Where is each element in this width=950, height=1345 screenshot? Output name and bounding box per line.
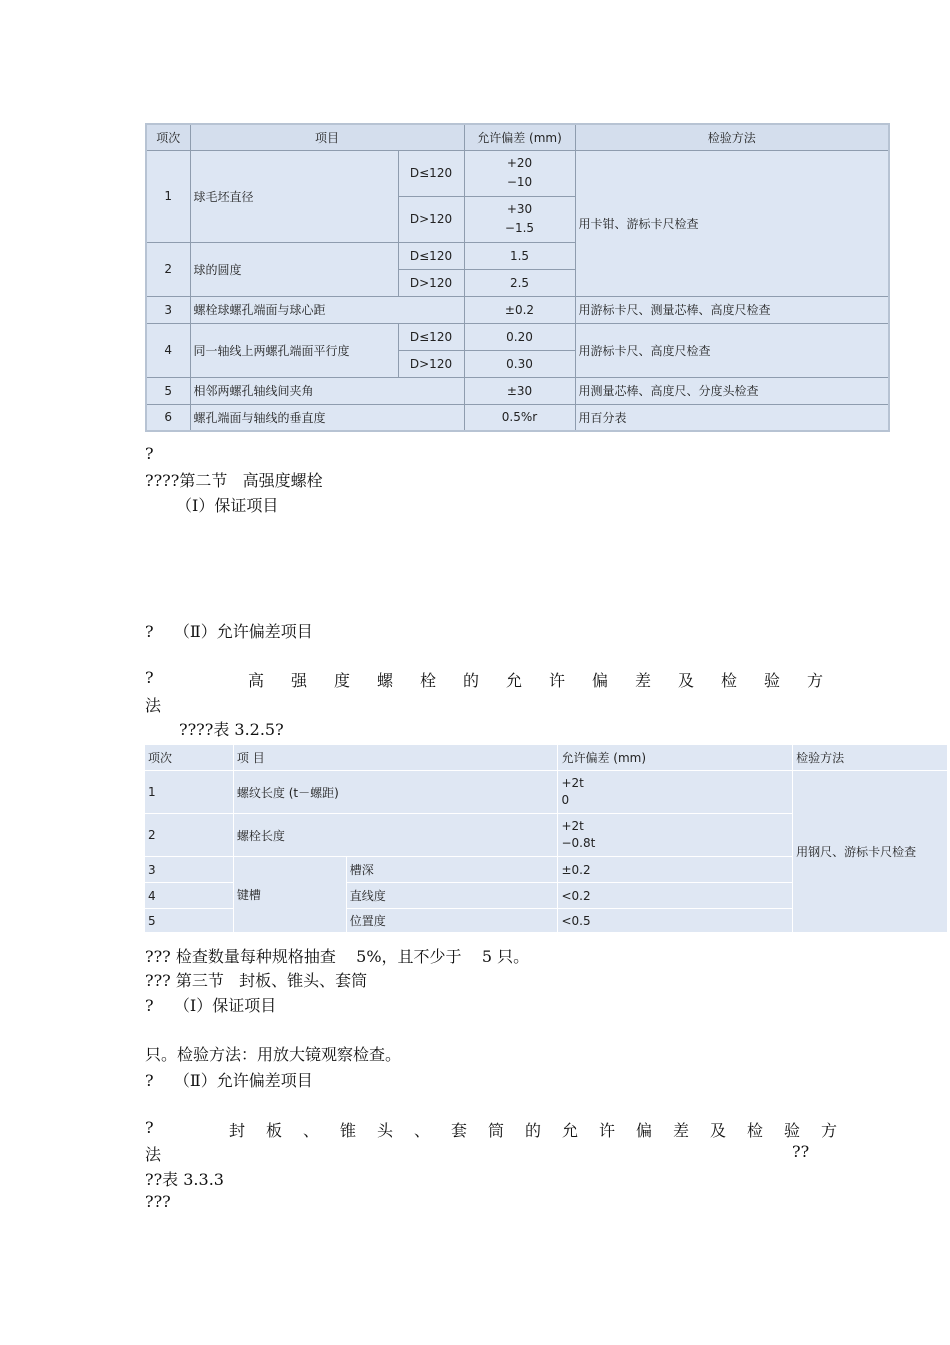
table-number: ??表 3.3.3: [145, 1170, 224, 1189]
subheading-allowance: ? （Ⅱ）允许偏差项目: [145, 622, 313, 641]
item-name: 同一轴线上两螺孔端面平行度: [190, 323, 398, 377]
header-cell: 项次: [145, 745, 234, 771]
table-caption: 高强度螺栓的允许偏差及检验方: [248, 671, 851, 690]
tolerance: 0.30: [464, 350, 575, 377]
row-number: 2: [145, 814, 234, 857]
tolerance: +30 −1.5: [464, 196, 575, 242]
table-number: ????表 3.2.5?: [179, 720, 284, 739]
tolerance: +2t −0.8t: [558, 814, 793, 857]
stray-mark: ???: [145, 1192, 171, 1211]
table-row: [146, 377, 889, 404]
inspection-quantity: ??? 检查数量每种规格抽查 5%，且不少于 5 只。: [145, 947, 530, 966]
subheading-guarantee: ? （Ⅰ）保证项目: [145, 996, 277, 1015]
caption-mark: ??: [792, 1142, 810, 1161]
table-row: [145, 771, 948, 814]
item-name: 槽深: [346, 857, 558, 883]
row-number: 1: [146, 150, 190, 242]
header-cell: 项 目: [233, 745, 558, 771]
subheading-guarantee: （Ⅰ）保证项目: [176, 496, 279, 515]
method: 用卡钳、游标卡尺检查: [575, 150, 889, 296]
condition: D>120: [398, 350, 464, 377]
table-header-row: [145, 745, 948, 771]
tolerance: ±30: [464, 377, 575, 404]
tolerance: ±0.2: [558, 857, 793, 883]
header-cell: 允许偏差 (mm): [464, 124, 575, 150]
item-name: 位置度: [346, 909, 558, 933]
tolerance: <0.2: [558, 883, 793, 909]
table-header-row: [146, 124, 889, 150]
header-cell: 检验方法: [793, 745, 948, 771]
row-number: 3: [146, 296, 190, 323]
method: 用百分表: [575, 404, 889, 431]
tolerance: 0.5%r: [464, 404, 575, 431]
header-cell: 项目: [190, 124, 464, 150]
item-name: 相邻两螺孔轴线间夹角: [190, 377, 464, 404]
header-cell: 项次: [146, 124, 190, 150]
method: 用钢尺、游标卡尺检查: [793, 771, 948, 933]
section-heading-3: ??? 第三节 封板、锥头、套筒: [145, 971, 368, 990]
row-number: 5: [146, 377, 190, 404]
item-name: 螺栓长度: [233, 814, 558, 857]
subheading-allowance: ? （Ⅱ）允许偏差项目: [145, 1071, 313, 1090]
table-ball-tolerance: [145, 123, 890, 432]
header-cell: 允许偏差 (mm): [558, 745, 793, 771]
table-bolt-tolerance: [144, 744, 948, 933]
tolerance: +20 −10: [464, 150, 575, 196]
table-caption: 封板、锥头、套筒的允许偏差及检验方: [229, 1121, 859, 1140]
row-number: 4: [146, 323, 190, 377]
table-row: [146, 150, 889, 196]
table-row: [146, 404, 889, 431]
table-caption-end: 法: [145, 1145, 162, 1164]
row-number: 6: [146, 404, 190, 431]
row-number: 1: [145, 771, 234, 814]
item-name: 球毛坯直径: [190, 150, 398, 242]
method: 用游标卡尺、测量芯棒、高度尺检查: [575, 296, 889, 323]
row-number: 2: [146, 242, 190, 296]
row-number: 4: [145, 883, 234, 909]
item-name: 球的圆度: [190, 242, 398, 296]
tolerance: 0.20: [464, 323, 575, 350]
condition: D≤120: [398, 242, 464, 269]
stray-mark: ?: [145, 444, 154, 463]
table-row: [146, 323, 889, 350]
condition: D≤120: [398, 150, 464, 196]
method: 用测量芯棒、高度尺、分度头检查: [575, 377, 889, 404]
item-name: 直线度: [346, 883, 558, 909]
tolerance: <0.5: [558, 909, 793, 933]
row-number: 5: [145, 909, 234, 933]
tolerance: +2t 0: [558, 771, 793, 814]
row-number: 3: [145, 857, 234, 883]
caption-mark: ?: [145, 668, 154, 687]
condition: D≤120: [398, 323, 464, 350]
condition: D>120: [398, 269, 464, 296]
section-heading-2: ????第二节 高强度螺栓: [145, 471, 323, 490]
table-caption-end: 法: [145, 696, 162, 715]
table-row: [146, 296, 889, 323]
caption-mark: ?: [145, 1118, 154, 1137]
method: 用游标卡尺、高度尺检查: [575, 323, 889, 377]
group-name: 键槽: [233, 857, 346, 933]
item-name: 螺栓球螺孔端面与球心距: [190, 296, 464, 323]
item-name: 螺纹长度 (t－螺距): [233, 771, 558, 814]
condition: D>120: [398, 196, 464, 242]
tolerance: ±0.2: [464, 296, 575, 323]
item-name: 螺孔端面与轴线的垂直度: [190, 404, 464, 431]
tolerance: 2.5: [464, 269, 575, 296]
header-cell: 检验方法: [575, 124, 889, 150]
inspection-method: 只。检验方法：用放大镜观察检查。: [145, 1045, 402, 1064]
tolerance: 1.5: [464, 242, 575, 269]
